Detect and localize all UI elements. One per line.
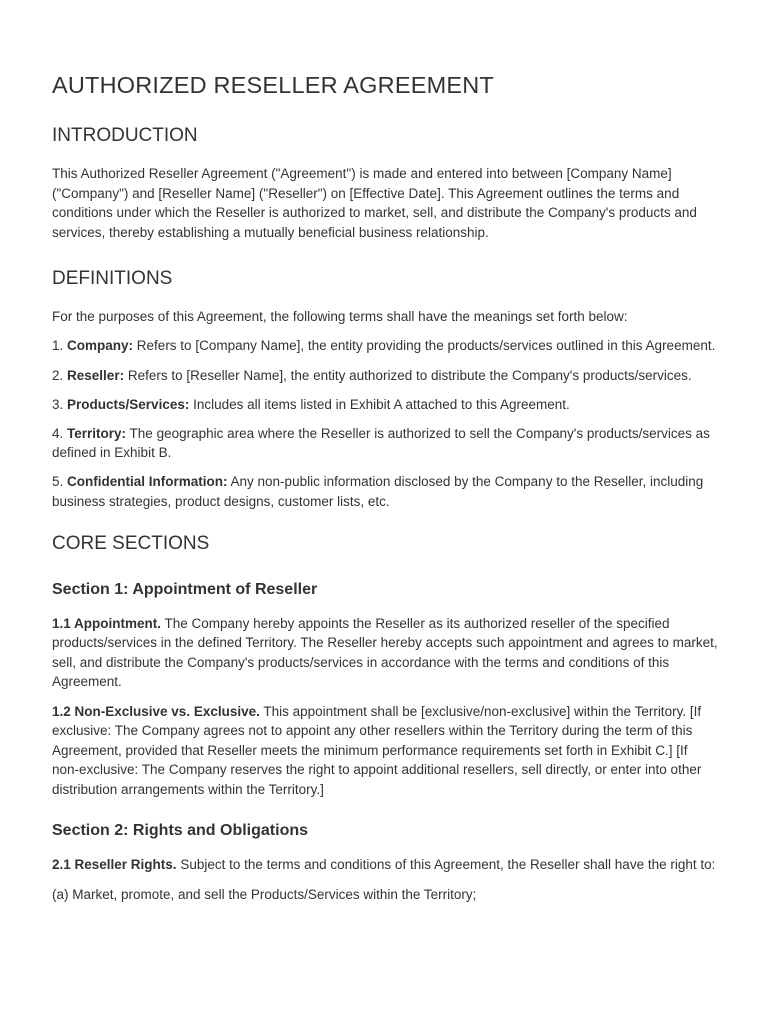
core-sections-heading: CORE SECTIONS — [52, 532, 210, 554]
definition-text: Refers to [Reseller Name], the entity authorized to distribute the Company's products/services. — [124, 367, 692, 383]
definition-term: Company: — [67, 338, 134, 354]
definition-text: Refers to [Company Name], the entity providing the products/services outlined in this Agreement. — [133, 338, 716, 354]
section-2-heading: Section 2: Rights and Obligations — [52, 822, 309, 840]
introduction-heading: INTRODUCTION — [52, 125, 198, 146]
definition-text: Includes all items listed in Exhibit A attached to this Agreement. — [189, 396, 570, 412]
definition-item — [52, 424, 718, 463]
definition-term: Reseller: — [67, 367, 125, 383]
definition-text: The geographic area where the Reseller is authorized to sell the Company's products/services as defined in Exhibit B. — [52, 425, 710, 461]
definition-term: Confidential Information: — [67, 474, 228, 490]
clause-1-1 — [52, 614, 718, 692]
document-title: AUTHORIZED RESELLER AGREEMENT — [52, 72, 494, 98]
definition-number: 5. — [52, 474, 64, 490]
list-item-a: (a) Market, promote, and sell the Products/Services within the Territory; — [52, 886, 477, 902]
definitions-lead: For the purposes of this Agreement, the following terms shall have the meanings set forth below: — [52, 309, 628, 325]
clause-term: 1.2 Non-Exclusive vs. Exclusive. — [52, 703, 260, 719]
definition-item — [52, 395, 718, 415]
definition-item — [52, 366, 718, 386]
definition-item — [52, 336, 718, 356]
definition-text: Any non-public information disclosed by the Company to the Reseller, including business strategies, product designs, customer lists, etc. — [52, 474, 704, 510]
clause-2-1 — [52, 855, 718, 875]
section-1-heading: Section 1: Appointment of Reseller — [52, 580, 318, 598]
definition-number: 4. — [52, 425, 64, 441]
definitions-heading: DEFINITIONS — [52, 268, 173, 290]
definition-term: Territory: — [67, 425, 127, 441]
definition-item — [52, 472, 718, 511]
clause-text: The Company hereby appoints the Reseller as its authorized reseller of the specified products/services in the defined Territory. The Reseller hereby accepts such appointment and agrees to market, sell, and distribute the Company's products/services in accordance with the terms and conditions of this Agreement. — [52, 615, 718, 690]
definition-term: Products/Services: — [67, 396, 190, 412]
clause-1-2 — [52, 702, 718, 800]
introduction-paragraph: This Authorized Reseller Agreement ("Agreement") is made and entered into between [Company Name] ("Company") and [Reseller Name] ("Reseller") on [Effective Date]. This Agreement outlines the terms and conditions under which the Reseller is authorized to market, sell, and distribute the Company's products and services, thereby establishing a mutually beneficial business relationship. — [52, 166, 697, 240]
definition-number: 1. — [52, 338, 64, 354]
clause-term: 2.1 Reseller Rights. — [52, 857, 177, 873]
clause-term: 1.1 Appointment. — [52, 615, 162, 631]
definition-number: 3. — [52, 396, 64, 412]
clause-text: Subject to the terms and conditions of this Agreement, the Reseller shall have the right to: — [176, 857, 716, 873]
definition-number: 2. — [52, 367, 64, 383]
clause-text: This appointment shall be [exclusive/non-exclusive] within the Territory. [If exclusive: The Company agrees not to appoint any other resellers within the Territory during the term of this Agreement, provided that Reseller meets the minimum performance requirements set forth in Exhibit C.] [If non-exclusive: The Company reserves the right to appoint additional resellers, sell directly, or enter into other distribution arrangements within the Territory.] — [52, 703, 702, 797]
